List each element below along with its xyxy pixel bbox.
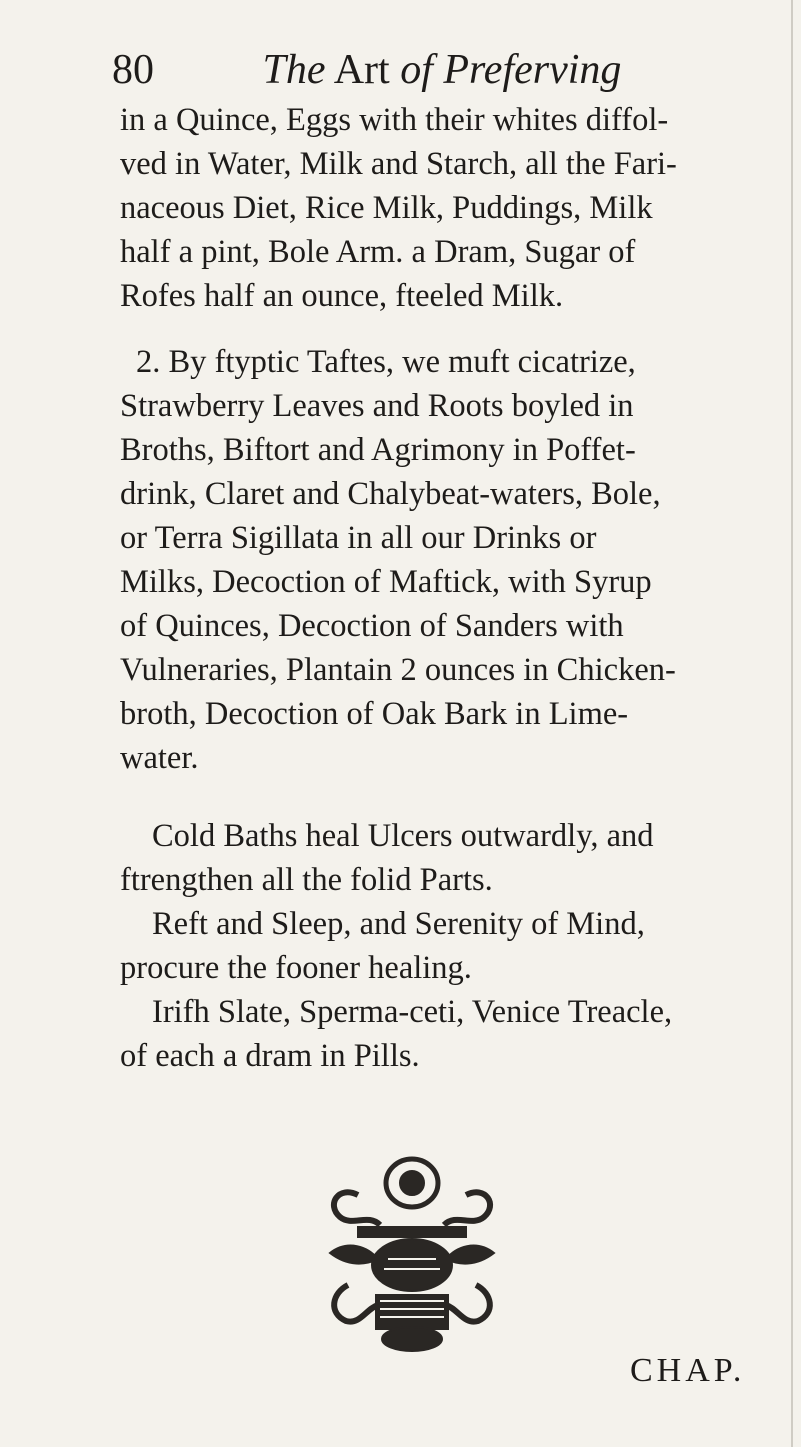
- running-header: [112, 42, 702, 98]
- text-line: Cold Baths heal Ulcers outwardly, and: [152, 818, 654, 854]
- text-line: Strawberry Leaves and Roots boyled in: [120, 388, 634, 424]
- text-line: or Terra Sigillata in all our Drinks or: [120, 520, 597, 556]
- text-line: procure the fooner healing.: [120, 950, 472, 986]
- text-line: Rofes half an ounce, fteeled Milk.: [120, 278, 564, 314]
- text-line: of each a dram in Pills.: [120, 1038, 420, 1074]
- text-line: half a pint, Bole Arm. a Dram, Sugar of: [120, 234, 636, 270]
- catchword: CHAP.: [630, 1352, 746, 1389]
- text-line: ved in Water, Milk and Starch, all the Fari-: [120, 146, 677, 182]
- text-line: Vulneraries, Plantain 2 ounces in Chicken-: [120, 652, 676, 688]
- text-line: ftrengthen all the folid Parts.: [120, 862, 493, 898]
- text-line: Broths, Biftort and Agrimony in Poffet-: [120, 432, 636, 468]
- text-line: Milks, Decoction of Maftick, with Syrup: [120, 564, 652, 600]
- title-of: of: [400, 47, 433, 93]
- printers-ornament: [318, 1155, 506, 1355]
- text-line: of Quinces, Decoction of Sanders with: [120, 608, 624, 644]
- text-line: drink, Claret and Chalybeat-waters, Bole,: [120, 476, 661, 512]
- text-line: in a Quince, Eggs with their whites diffol-: [120, 102, 669, 138]
- running-title: [263, 42, 622, 98]
- page-edge: [791, 0, 793, 1447]
- text-line: Irifh Slate, Sperma-ceti, Venice Treacle,: [152, 994, 673, 1030]
- text-line: Reft and Sleep, and Serenity of Mind,: [152, 906, 645, 942]
- text-line: broth, Decoction of Oak Bark in Lime-: [120, 696, 629, 732]
- page-number: 80: [112, 47, 154, 93]
- title-middle: Art: [333, 47, 390, 93]
- title-prefix: The: [262, 47, 326, 93]
- title-suffix: Preferving: [443, 47, 622, 93]
- text-line: water.: [120, 740, 199, 776]
- text-line: naceous Diet, Rice Milk, Puddings, Milk: [120, 190, 653, 226]
- text-line: 2. By ftyptic Taftes, we muft cicatrize,: [136, 344, 636, 380]
